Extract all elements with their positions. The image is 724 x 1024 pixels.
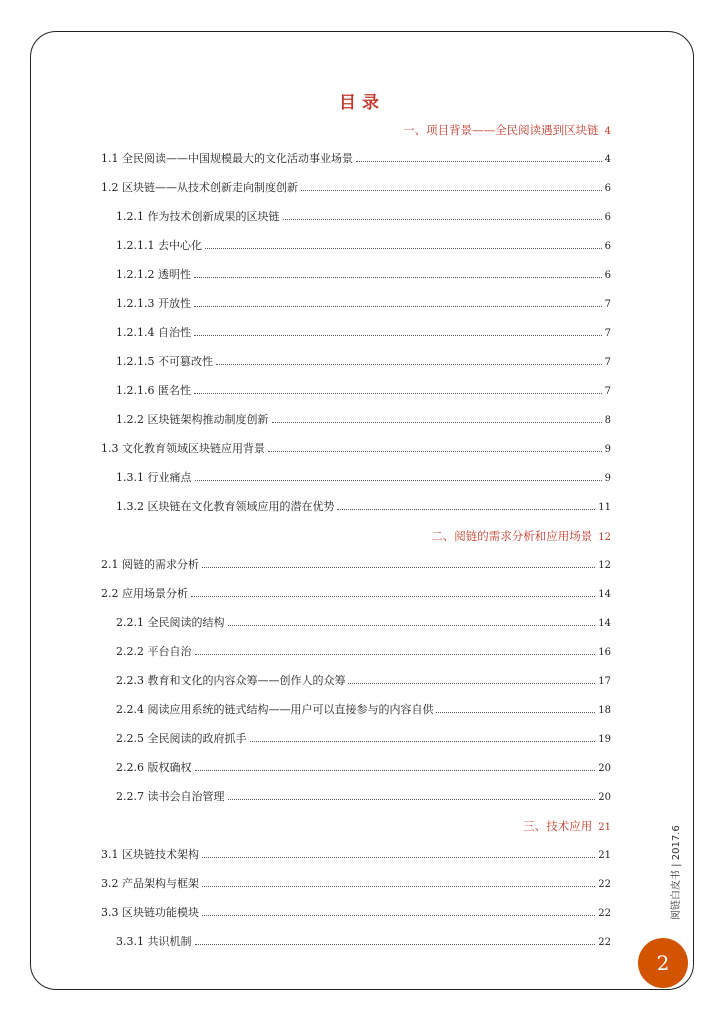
toc-dot-leader <box>228 798 596 800</box>
toc-entry[interactable] <box>101 586 611 602</box>
toc-entry-label: 3.1 区块链技术架构 <box>101 848 199 861</box>
toc-entry-page: 20 <box>598 763 611 774</box>
toc-dot-leader <box>356 160 602 162</box>
toc-title: 目录 <box>339 93 385 113</box>
toc-entry[interactable] <box>116 760 611 776</box>
toc-entry-page: 11 <box>598 502 611 513</box>
toc-entry-page: 14 <box>598 618 611 629</box>
toc-dot-leader <box>268 450 602 452</box>
toc-entry-page: 22 <box>598 908 611 919</box>
toc-entry[interactable] <box>116 499 611 515</box>
toc-entry-label: 1.1 全民阅读——中国规模最大的文化活动事业场景 <box>101 152 353 165</box>
toc-entry[interactable] <box>101 847 611 863</box>
toc-entry-label: 2.2.4 阅读应用系统的链式结构——用户可以直接参与的内容自供 <box>116 703 434 716</box>
toc-dot-leader <box>348 682 595 684</box>
toc-entry[interactable] <box>101 180 611 196</box>
toc-entry-page: 8 <box>604 415 611 426</box>
toc-entry-label: 1.3 文化教育领域区块链应用背景 <box>101 442 265 455</box>
toc-dot-leader <box>202 856 595 858</box>
footer-side-text: 阅链白皮书 | 2017.6 <box>671 825 682 920</box>
toc-entry-label: 1.2 区块链——从技术创新走向制度创新 <box>101 181 298 194</box>
toc-dot-leader <box>194 305 602 307</box>
toc-entry-page: 17 <box>598 676 611 687</box>
toc-entry-page: 12 <box>598 532 611 543</box>
toc-entry[interactable] <box>116 325 611 341</box>
toc-entry-label: 3.3.1 共识机制 <box>116 935 192 948</box>
toc-dot-leader <box>272 421 602 423</box>
toc-entry-label: 2.2.3 教育和文化的内容众筹——创作人的众筹 <box>116 674 346 687</box>
toc-dot-leader <box>194 392 602 394</box>
toc-entry[interactable] <box>116 354 611 370</box>
toc-dot-leader <box>195 943 596 945</box>
toc-entry-label: 2.2.7 读书会自治管理 <box>116 790 225 803</box>
toc-entry[interactable] <box>116 731 611 747</box>
toc-entry-page: 21 <box>598 822 611 833</box>
toc-entry[interactable] <box>101 151 611 167</box>
toc-entry-label: 一、项目背景——全民阅读遇到区块链 <box>403 123 599 137</box>
toc-entry-page: 7 <box>604 386 611 397</box>
toc-entry[interactable] <box>116 673 611 689</box>
toc-entry-label: 2.2.1 全民阅读的结构 <box>116 616 225 629</box>
toc-entry-page: 6 <box>604 270 611 281</box>
toc-dot-leader <box>195 769 596 771</box>
toc-entry-page: 21 <box>598 850 611 861</box>
toc-entry-label: 2.2.6 版权确权 <box>116 761 192 774</box>
toc-dot-leader <box>228 624 596 626</box>
toc-entry-label: 3.3 区块链功能模块 <box>101 906 199 919</box>
toc-entry[interactable] <box>101 441 611 457</box>
toc-entry-page: 20 <box>598 792 611 803</box>
toc-entry-label: 1.2.1.2 透明性 <box>116 268 191 281</box>
toc-dot-leader <box>250 740 596 742</box>
toc-entry-label: 2.2 应用场景分析 <box>101 587 188 600</box>
toc-dot-leader <box>195 653 596 655</box>
toc-entry-label: 1.3.1 行业痛点 <box>116 471 192 484</box>
toc-entry-label: 1.2.1.4 自治性 <box>116 326 191 339</box>
toc-entry-page: 19 <box>598 734 611 745</box>
toc-entry-page: 6 <box>604 183 611 194</box>
toc-entry-label: 1.2.1.1 去中心化 <box>116 239 202 252</box>
toc-entry-page: 9 <box>604 444 611 455</box>
toc-entry[interactable] <box>116 209 611 225</box>
toc-entry-page: 14 <box>598 589 611 600</box>
toc-dot-leader <box>205 247 602 249</box>
toc-entry[interactable] <box>101 905 611 921</box>
toc-entry-page: 4 <box>604 154 611 165</box>
toc-entry-label: 3.2 产品架构与框架 <box>101 877 199 890</box>
toc-entry[interactable] <box>116 789 611 805</box>
toc-entry-label: 1.3.2 区块链在文化教育领域应用的潜在优势 <box>116 500 335 513</box>
toc-entry[interactable] <box>116 934 611 950</box>
toc-entry[interactable] <box>116 267 611 283</box>
toc-entry-page: 22 <box>598 937 611 948</box>
toc-dot-leader <box>202 566 595 568</box>
toc-entry-label: 2.1 阅链的需求分析 <box>101 558 199 571</box>
toc-dot-leader <box>202 914 595 916</box>
toc-entry-page: 16 <box>598 647 611 658</box>
toc-entry-label: 二、阅链的需求分析和应用场景 <box>431 529 593 543</box>
toc-entry[interactable] <box>431 528 611 544</box>
toc-entry[interactable] <box>116 702 611 718</box>
toc-entry-label: 1.2.1.3 开放性 <box>116 297 191 310</box>
toc-dot-leader <box>301 189 602 191</box>
toc-entry-label: 2.2.5 全民阅读的政府抓手 <box>116 732 247 745</box>
toc-entry-page: 6 <box>604 241 611 252</box>
toc-dot-leader <box>337 508 595 510</box>
toc-entry[interactable] <box>116 296 611 312</box>
toc-entry-page: 12 <box>598 560 611 571</box>
toc-entry-label: 1.2.1 作为技术创新成果的区块链 <box>116 210 280 223</box>
toc-entry[interactable] <box>101 876 611 892</box>
toc-entry[interactable] <box>523 818 611 834</box>
toc-dot-leader <box>216 363 602 365</box>
toc-dot-leader <box>191 595 595 597</box>
toc-entry[interactable] <box>116 615 611 631</box>
toc-entry[interactable] <box>116 644 611 660</box>
toc-dot-leader <box>194 334 602 336</box>
toc-entry-page: 7 <box>604 299 611 310</box>
toc-dot-leader <box>436 711 595 713</box>
toc-entry-label: 2.2.2 平台自治 <box>116 645 192 658</box>
toc-entry-page: 6 <box>604 212 611 223</box>
toc-entry-page: 9 <box>604 473 611 484</box>
toc-entry-label: 1.2.1.5 不可篡改性 <box>116 355 213 368</box>
toc-entry-label: 1.2.1.6 匿名性 <box>116 384 191 397</box>
toc-entry[interactable] <box>116 470 611 486</box>
toc-entry[interactable] <box>403 122 611 138</box>
toc-dot-leader <box>195 479 602 481</box>
toc-dot-leader <box>202 885 595 887</box>
toc-entry[interactable] <box>101 557 611 573</box>
toc-entry-page: 7 <box>604 357 611 368</box>
toc-dot-leader <box>194 276 602 278</box>
toc-entry-label: 三、技术应用 <box>523 819 593 833</box>
toc-entry-page: 7 <box>604 328 611 339</box>
toc-dot-leader <box>283 218 602 220</box>
toc-entry[interactable] <box>116 412 611 428</box>
toc-entry-label: 1.2.2 区块链架构推动制度创新 <box>116 413 269 426</box>
toc-entry-page: 4 <box>604 126 611 137</box>
toc-entry[interactable] <box>116 238 611 254</box>
page-number-badge: 2 <box>638 938 688 988</box>
toc-entry-page: 18 <box>598 705 611 716</box>
toc-entry[interactable] <box>116 383 611 399</box>
toc-entry-page: 22 <box>598 879 611 890</box>
